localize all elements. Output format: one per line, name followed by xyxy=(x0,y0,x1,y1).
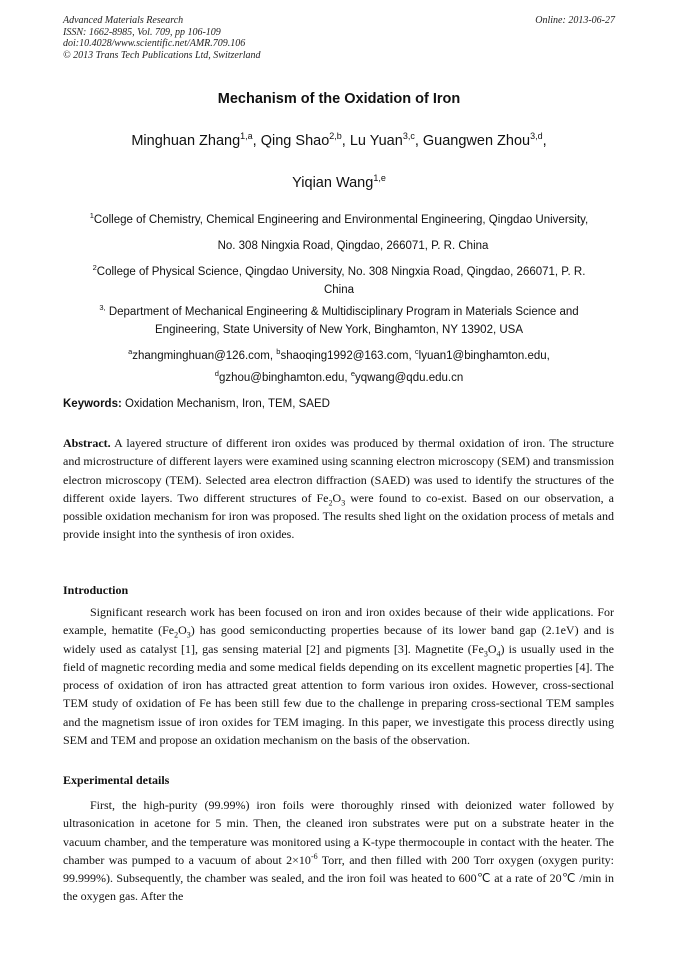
affiliation-3 xyxy=(60,299,618,339)
author-affiliation-mark: 2,b xyxy=(329,131,342,141)
issn-line: ISSN: 1662-8985, Vol. 709, pp 106-109 xyxy=(63,26,221,38)
intro-text: O xyxy=(487,641,497,656)
experimental-text: First, the high-purity (99.99%) iron foils were thoroughly rinsed with deionized water followed by ultrasonication in acetone for 5 min. Then, the cleaned iron substrates were put on a substrate heater in the vacuum chamber, and the temperature was monitored using a K-type thermocouple in contact with the heater. The chamber was pumped to a vacuum of about 2×10 xyxy=(63,798,614,867)
affiliation-2 xyxy=(60,259,618,299)
author-name: Minghuan Zhang xyxy=(131,132,241,149)
abstract-label: Abstract. xyxy=(63,436,111,450)
author-line-2 xyxy=(0,173,678,191)
intro-text: ) has good semiconducting properties because of its lower band gap (2.1eV) and is widely used as catalyst [1], gas sensing material [2] and pigments [3]. Magnetite (Fe xyxy=(63,623,614,656)
affiliation-text: College of Chemistry, Chemical Engineering and Environmental Engineering, Qingdao University, xyxy=(93,213,589,226)
abstract-text: O xyxy=(332,490,342,505)
experimental-text: Torr, and then filled with 200 Torr oxygen (oxygen purity: 99.999%). Subsequently, the chamber was sealed, and the iron foil was heated to 600℃ at a rate of 20℃ /min in the oxygen gas. After the xyxy=(63,852,614,904)
subscript: 3 xyxy=(186,630,191,640)
subscript: 2 xyxy=(328,498,333,508)
affiliation-text: College of Physical Science, Qingdao University, No. 308 Ningxia Road, Qingdao, 266071, P. R. xyxy=(96,265,586,278)
affiliation-text-cont: No. 308 Ningxia Road, Qingdao, 266071, P. R. China xyxy=(217,239,489,252)
affiliation-number: 3, xyxy=(99,303,106,312)
online-date: Online: 2013-06-27 xyxy=(535,15,615,26)
author-affiliation-mark: 1,e xyxy=(373,173,386,183)
author-affiliation-mark: 3,d xyxy=(530,131,543,141)
affiliation-text-cont: Engineering, State University of New York, Binghamton, NY 13902, USA xyxy=(155,323,523,336)
email-b: shaoqing1992@163.com, xyxy=(280,349,415,362)
subscript: 3 xyxy=(341,498,346,508)
email-c: lyuan1@binghamton.edu, xyxy=(418,349,550,362)
author-affiliation-mark: 3,c xyxy=(402,131,415,141)
copyright-line: © 2013 Trans Tech Publications Ltd, Switzerland xyxy=(63,49,261,61)
journal-header xyxy=(63,15,261,61)
keywords xyxy=(63,398,330,410)
introduction-body xyxy=(63,603,614,749)
subscript: 3 xyxy=(483,648,488,658)
experimental-body xyxy=(63,796,614,906)
author-separator: , xyxy=(341,132,350,149)
abstract xyxy=(63,434,614,544)
keywords-text: Oxidation Mechanism, Iron, TEM, SAED xyxy=(121,398,330,410)
section-heading-experimental: Experimental details xyxy=(63,773,170,787)
author-separator: , xyxy=(542,132,547,149)
author-name: Qing Shao xyxy=(260,132,330,149)
abstract-text: were found to co-exist. Based on our observation, a possible oxidation mechanism for iron was proposed. The results shed light on the oxidation process of metals and provide insight into the synthesis of iron oxides. xyxy=(63,490,614,542)
author-name: Yiqian Wang xyxy=(292,174,374,191)
keywords-label: Keywords: xyxy=(63,398,122,410)
affiliation-1 xyxy=(60,207,618,255)
abstract-text: A layered structure of different iron oxides was produced by thermal oxidation of iron. The structure and microstructure of different layers were examined using scanning electron microscopy (SEM) and transmission electron microscopy (TEM). Selected area electron diffraction (SAED) was used to identify the structures of the different oxide layers. Two different structures of Fe xyxy=(63,436,614,505)
intro-text: ) is usually used in the field of magnetic recording media and some medical fields depending on its excellent magnetic properties [4]. The process of oxidation of iron has attracted great attention to form various iron oxides. However, cross-sectional TEM study of oxidation of Fe has been still few due to the challenge in preparing cross-sectional TEM samples and the magnetism issue of iron oxides for TEM imaging. In this paper, we investigate this process directly using SEM and TEM and propose an oxidation mechanism on the basis of the observation. xyxy=(63,641,615,748)
email-d: gzhou@binghamton.edu, xyxy=(218,371,351,384)
intro-text: Significant research work has been focused on iron and iron oxides because of their wide applications. For example, hematite (Fe xyxy=(63,605,614,638)
author-line-1 xyxy=(0,131,678,149)
author-affiliation-mark: 1,a xyxy=(240,131,253,141)
email-a: zhangminghuan@126.com, xyxy=(132,349,277,362)
author-name: Guangwen Zhou xyxy=(422,132,531,149)
email-e: yqwang@qdu.edu.cn xyxy=(355,371,464,384)
doi-line: doi:10.4028/www.scientific.net/AMR.709.106 xyxy=(63,38,246,49)
author-separator: , xyxy=(252,132,261,149)
superscript: -6 xyxy=(310,851,318,861)
subscript: 2 xyxy=(174,630,179,640)
author-emails: $^a$zhangminghuan@126.com, $^b$shaoqing1992@163.com, $^c$lyuan1@binghamton.edu, $^d$gzhou@binghamton.edu, $^e$yqwang@qdu.edu.cn xyxy=(128,347,550,384)
section-heading-introduction: Introduction xyxy=(63,583,129,597)
affiliation-number: 1 xyxy=(89,211,94,220)
author-name: Lu Yuan xyxy=(349,132,403,149)
affiliation-text: Department of Mechanical Engineering & Multidisciplinary Program in Materials Science and xyxy=(108,305,579,318)
affiliation-text-cont: China xyxy=(323,283,355,296)
subscript: 4 xyxy=(496,648,501,658)
author-separator: , xyxy=(414,132,423,149)
journal-name: Advanced Materials Research xyxy=(63,15,184,26)
affiliation-number: 2 xyxy=(92,263,97,272)
intro-text: O xyxy=(178,623,187,638)
paper-title: Mechanism of the Oxidation of Iron xyxy=(217,91,461,107)
